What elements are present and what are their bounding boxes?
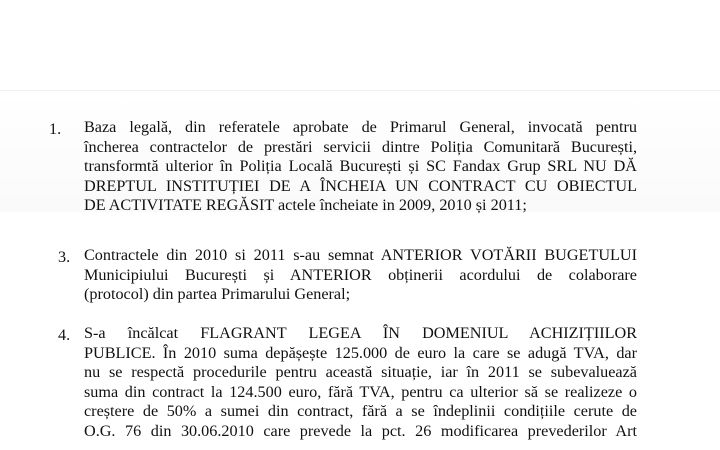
text-line: S-a încălcat FLAGRANT LEGEA ÎN DOMENIUL ACHIZIȚIILOR [84,324,637,342]
text-line: (protocol) din partea Primarului General; [84,285,351,303]
text-line: transformtă ulterior în Poliția Locală București și SC Fandax Grup SRL NU DĂ [84,157,637,175]
text-line: O.G. 76 din 30.06.2010 care prevede la pct. 26 modificarea prevederilor Art [84,421,637,440]
item-number: 1. [49,120,62,138]
item-text [84,324,637,441]
item-text [84,246,637,305]
text-line: creștere de 50% a sumei din contract, fără a se îndeplinii condițiile cerute de [84,402,637,420]
text-line: nu se respectă procedurile pentru această situație, iar în 2011 se subevaluează [84,363,637,381]
item-number: 3. [58,248,71,266]
text-line: PUBLICE. În 2010 suma depășește 125.000 de euro la care se adugă TVA, dar [84,343,637,362]
text-line: Contractele din 2010 si 2011 s-au semnat ANTERIOR VOTĂRII BUGETULUI [84,246,637,264]
text-line: încherea contractelor de prestări servicii dintre Poliția Comunitară București, [84,137,637,156]
item-text [84,118,637,216]
text-line: Baza legală, din referatele aprobate de Primarul General, invocată pentru [84,118,637,136]
text-line: suma din contract la 124.500 euro, fără TVA, pentru ca ulterior să se realizeze o [84,382,637,401]
text-line: DREPTUL INSTITUȚIEI DE A ÎNCHEIA UN CONTRACT CU OBIECTUL [84,176,637,195]
text-line: DE ACTIVITATE REGĂSIT actele încheiate in 2009, 2010 și 2011; [84,196,527,214]
text-line: Municipiului București și ANTERIOR obținerii acordului de colaborare [84,265,637,284]
item-number: 4. [58,326,71,344]
